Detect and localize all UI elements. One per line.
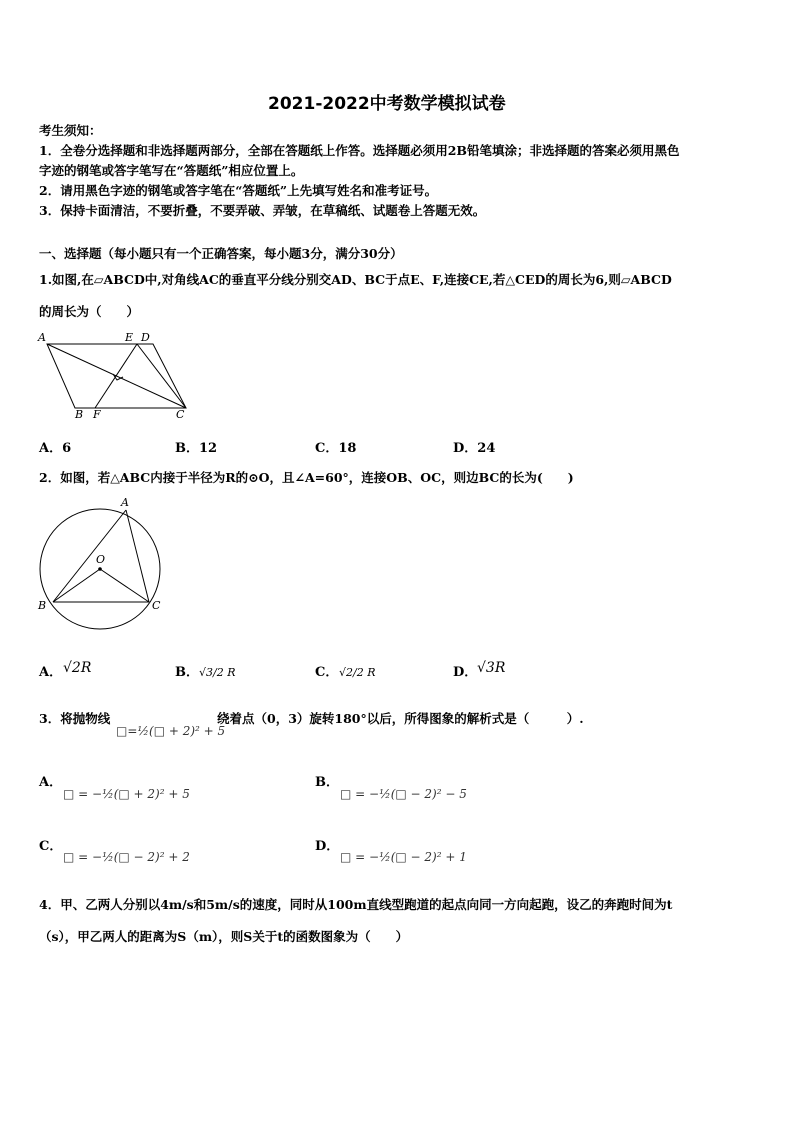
q1-stem: 1.如图,在▱ABCD中,对角线AC的垂直平分线分别交AD、BC于点E、F,连接CE,若△CED的周长为6,则▱ABCD [39,272,672,287]
formula-text: √3/2 R [199,666,236,679]
circle-figure [36,494,176,634]
notice-item: 1．全卷分选择题和非选择题两部分，全部在答题纸上作答。选择题必须用2B铅笔填涂；非选择题的答案必须用黑色 [39,143,680,158]
q4-stem: （s），甲乙两人的距离为S（m），则S关于t的函数图象为（ ） [39,929,409,944]
notice-item: 2．请用黑色字迹的钢笔或答字笔在“答题纸”上先填写姓名和准考证号。 [39,183,438,198]
q2-option-b-letter: B． [175,665,199,680]
label-a: A [38,331,46,344]
formula-text: √2R [63,660,92,676]
notice-item: 字迹的钢笔或答字笔写在“答题纸”相应位置上。 [39,163,304,178]
q1-option-c: C．18 [315,441,357,456]
q2-option-d-formula [477,656,517,680]
q1-option-d: D．24 [453,441,496,456]
page-title: 2021-2022中考数学模拟试卷 [268,94,506,114]
q3-option-c-formula: □ = −½(□ − 2)² + 2 [63,850,190,864]
q3-stem-end: 绕着点（0，3）旋转180°以后，所得图象的解析式是（ ）. [217,711,584,726]
label-d: D [141,331,150,344]
q2-option-b-formula [199,648,239,690]
label-f: F [93,408,101,421]
label-b: B [38,599,47,612]
label-a: A [121,496,129,509]
q1-stem: 的周长为（ ） [39,304,140,319]
parallelogram-figure [35,330,195,420]
q3-option-b-formula: □ = −½(□ − 2)² − 5 [340,787,467,801]
label-o: O [96,553,106,566]
label-e: E [125,331,134,344]
q2-option-c-letter: C． [315,665,339,680]
q1-option-a: A．6 [39,441,72,456]
label-b: B [75,408,84,421]
q2-option-c-formula [339,648,379,690]
q3-option-a-letter: A． [39,775,63,790]
q3-option-b-letter: B． [315,775,339,790]
q3-stem-start: 3．将抛物线 [39,711,111,726]
q3-option-c-letter: C． [39,839,63,854]
label-c: C [176,408,185,421]
q3-option-d-letter: D． [315,839,340,854]
q3-option-a-formula: □ = −½(□ + 2)² + 5 [63,787,190,801]
section-heading: 一、选择题（每小题只有一个正确答案，每小题3分，满分30分） [39,246,403,261]
label-c: C [152,599,161,612]
q2-option-d-letter: D． [453,665,478,680]
notice-item: 3．保持卡面清洁，不要折叠，不要弄破、弄皱，在草稿纸、试题卷上答题无效。 [39,203,486,218]
notice-heading: 考生须知： [39,123,102,138]
q1-option-b: B．12 [175,441,218,456]
formula-text: √2/2 R [339,666,376,679]
q3-option-d-formula: □ = −½(□ − 2)² + 1 [340,850,467,864]
q2-option-a-formula [63,656,103,680]
formula-text: √3R [477,660,506,676]
q4-stem: 4．甲、乙两人分别以4m/s和5m/s的速度，同时从100m直线型跑道的起点向同一方向起跑，设乙的奔跑时间为t [39,897,673,912]
q2-option-a-letter: A． [39,665,63,680]
q2-stem: 2．如图，若△ABC内接于半径为R的⊙O，且∠A=60°，连接OB、OC，则边BC的长为( ) [39,470,574,485]
q3-stem-formula: □=½(□ + 2)² + 5 [116,724,226,738]
